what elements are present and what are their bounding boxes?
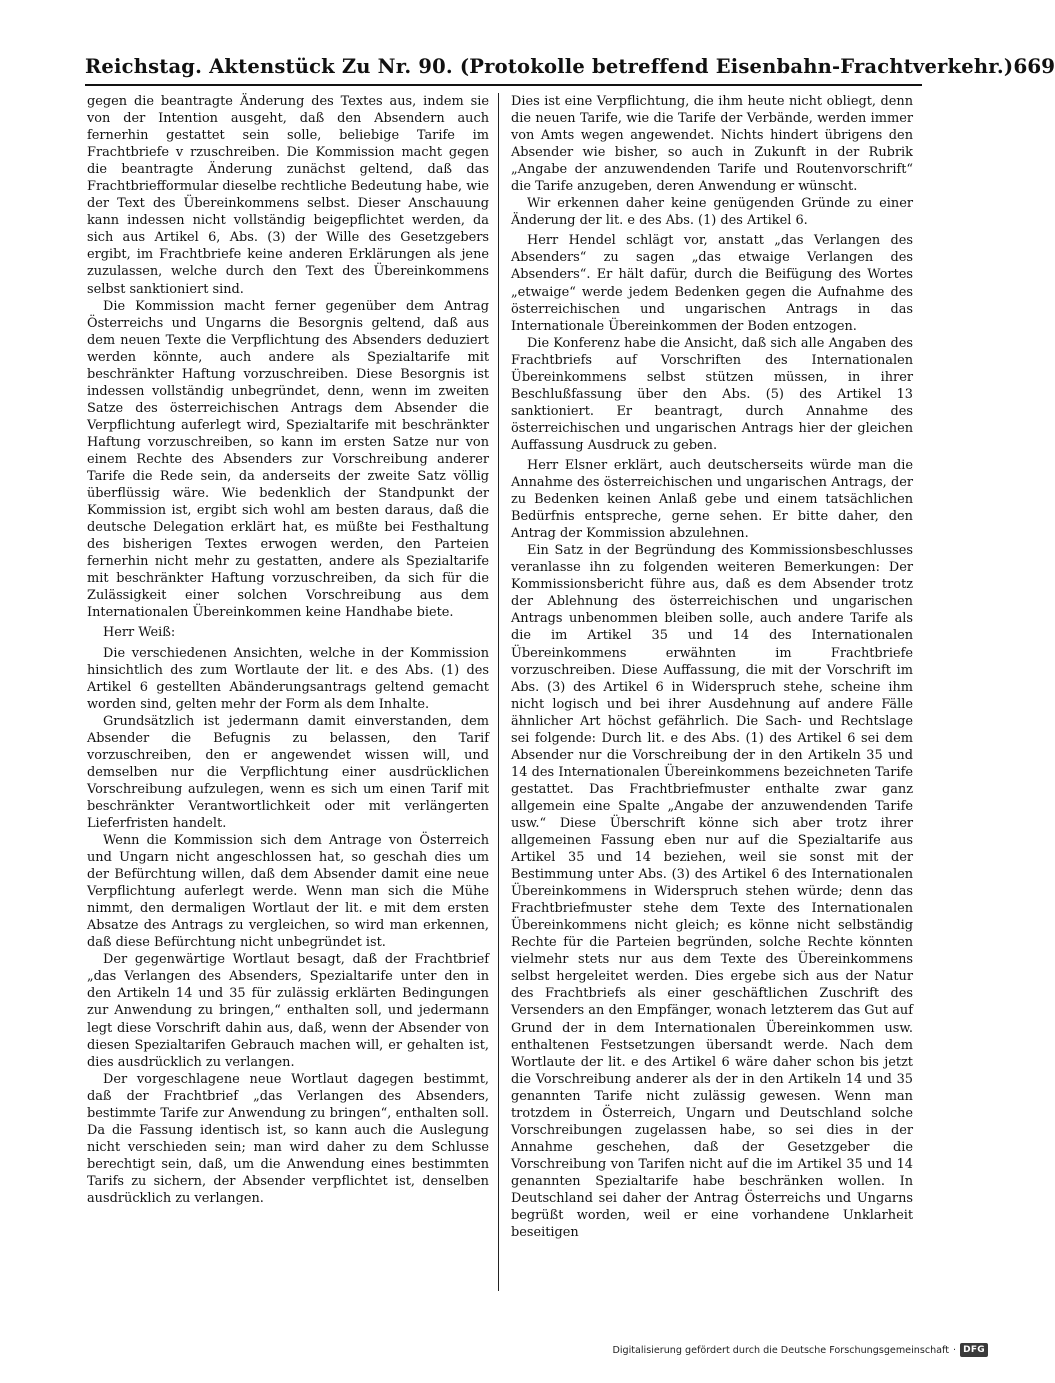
credit-text: Digitalisierung gefördert durch die Deutsche Forschungsgemeinschaft [612,1344,950,1356]
paragraph: Ein Satz in der Begründung des Kommissionsbeschlusses veranlasse ihn zu folgenden weiteren Bemerkungen: Der Kommissionsbericht führe aus, daß es dem Absender trotz der Ablehnung des österreichischen und ungarischen Antrags unbenommen bleiben solle, auch andere Tarife als die im Artikel 35 und 14 des Internationalen Übereinkommens erwähnten im Frachtbriefe vorzuschreiben. Diese Auffassung, die mit der Vorschrift im Abs. (3) des Artikel 6 in Widerspruch stehe, scheine ihm nicht logisch und bei ihrer Ausdehnung auf andere Fälle ähnlicher Art höchst gefährlich. Die Sach- und Rechtslage sei folgende: Durch lit. e des Abs. (1) des Artikel 6 sei dem Absender nur die Vorschreibung der in den Artikeln 35 und 14 des Internationalen Übereinkommens bezeichneten Tarife gestattet. Das Frachtbriefmuster enthalte zwar ganz allgemein eine Spalte „Angabe der anzuwendenden Tarife usw.“ Diese Überschrift könne sich aber trotz ihrer allgemeinen Fassung eben nur auf die Spezialtarife aus Artikel 35 und 14 beziehen, weil sie sonst mit der Bestimmung unter Abs. (3) des Artikel 6 des Internationalen Übereinkommens in Widerspruch stehen würde; denn das Frachtbriefmuster stehe dem Texte des Internationalen Übereinkommens nicht gleich; es könne nicht selbständig Rechte für die Parteien begründen, solche Rechte könnten vielmehr stets nur aus dem Texte des Übereinkommens selbst hergeleitet werden. Dies ergebe sich aus der Natur des Frachtbriefs als einer geschäftlichen Zuschrift des Versenders an den Empfänger, wonach letzterem das Gut auf Grund der in dem Internationalen Übereinkommen usw. enthaltenen Festsetzungen übersandt werde. Nach dem Wortlaute der lit. e des Artikel 6 wäre daher schon bis jetzt die Vorschreibung anderer als der in den Artikeln 14 und 35 genannten Tarife nicht zulässig gewesen. Wenn man trotzdem in Österreich, Ungarn und Deutschland solche Vorschreibungen zugelassen habe, so sei dies in der Annahme geschehen, daß der Gesetzgeber die Vorschreibung von Tarifen nicht auf die im Artikel 35 und 14 genannten Spezialtarife habe beschränken wollen. In Deutschland sei daher der Antrag Österreichs und Ungarns begrüßt worden, weil er eine vorhandene Unklarheit beseitigen [511,543,913,1241]
dfg-logo: DFG [960,1343,988,1357]
paragraph: Wir erkennen daher keine genügenden Gründe zu einer Änderung der lit. e des Abs. (1) des Artikel 6. [511,196,913,229]
digitization-credit [612,1339,988,1361]
paragraph: Der vorgeschlagene neue Wortlaut dagegen bestimmt, daß der Frachtbrief „das Verlangen des Absenders, bestimmte Tarife zur Anwendung zu bringen“, enthalten soll. Da die Fassung identisch ist, so kann auch die Auslegung nicht verschieden sein; man wird daher zu dem Schlusse berechtigt sein, daß, um die Anwendung eines bestimmten Tarifs zu sichern, der Absender verpflichtet ist, denselben ausdrücklich zu verlangen. [87,1071,489,1206]
page-header [85,44,1055,78]
paragraph: Wenn die Kommission sich dem Antrage von Österreich und Ungarn nicht angeschlossen hat, so geschah dies um der Befürchtung willen, daß dem Absender damit eine neue Verpflichtung auferlegt werde. Wenn man sich die Mühe nimmt, den dermaligen Wortlaut der lit. e mit dem ersten Absatze des Antrags zu vergleichen, so wird man erkennen, daß diese Befürchtung nicht unbegründet ist. [87,833,489,951]
paragraph: Der gegenwärtige Wortlaut besagt, daß der Frachtbrief „das Verlangen des Absenders, Spezialtarife unter den in den Artikeln 14 und 35 für zulässig erklärten Bedingungen zur Anwendung zu bringen,“ enthalten soll, und jedermann legt diese Vorschrift dahin aus, daß, wenn der Absender von diesen Spezialtarifen Gebrauch machen will, er gehalten ist, dies ausdrücklich zu verlangen. [87,952,489,1070]
running-title: Reichstag. Aktenstück Zu Nr. 90. (Protokolle betreffend Eisenbahn-Frachtverkehr.) [85,55,1014,78]
paragraph: Die Kommission macht ferner gegenüber dem Antrag Österreichs und Ungarns die Besorgnis geltend, daß aus dem neuen Texte die Verpflichtung des Absenders deduziert werden könnte, auch andere als Spezialtarife mit beschränkter Haftung vorzuschreiben. Diese Besorgnis ist indessen vollständig unbegründet, denn, wenn im zweiten Satze des österreichischen Antrags dem Absender die Verpflichtung auferlegt wird, Spezialtarife mit beschränkter Haftung vorzuschreiben, so kann im ersten Satze nur von einem Rechte des Absenders zur Vorschreibung anderer Tarife die Rede sein, da anderseits der zweite Satz völlig überflüssig wäre. Wie bedenklich der Standpunkt der Kommission ist, ergibt sich wohl am besten daraus, daß die deutsche Delegation erklärt hat, es müßte bei Festhaltung des bisherigen Textes erwogen werden, den Parteien fernerhin nicht mehr zu gestatten, andere als Spezialtarife mit beschränkter Haftung vorzuschreiben, da sich für die Zulässigkeit einer solchen Vorschreibung aus dem Internationalen Übereinkommen keine Handhabe biete. [87,298,489,621]
header-rule [85,84,922,86]
column-divider [498,93,499,1291]
speaker-heading: Herr Weiß: [103,625,176,641]
paragraph: Die Konferenz habe die Ansicht, daß sich alle Angaben des Frachtbriefs auf Vorschriften des Internationalen Übereinkommens selbst stützen müssen, in ihrer Beschlußfassung über den Abs. (5) des Artikel 13 sanktioniert. Er beantragt, durch Annahme des österreichischen und ungarischen Antrags hier der gleichen Auffassung Ausdruck zu geben. [511,335,913,453]
page-number: 669 [1013,54,1055,78]
paragraph: Herr Hendel schlägt vor, anstatt „das Verlangen des Absenders“ zu sagen „das etwaige Verlangen des Absenders“. Er hält dafür, durch die Beifügung des Wortes „etwaige“ werde jedem Bedenken gegen die Aufnahme des österreichischen und ungarischen Antrags in das Internationale Übereinkommen der Boden entzogen. [511,233,913,334]
paragraph: Herr Elsner erklärt, auch deutscherseits würde man die Annahme des österreichischen und ungarischen Antrags, der zu Bedenken keinen Anlaß gebe und einem tatsächlichen Bedürfnis entspreche, gerne sehen. Er bitte daher, den Antrag der Kommission abzulehnen. [511,457,913,542]
separator-dot: · [953,1344,957,1356]
paragraph: Die verschiedenen Ansichten, welche in der Kommission hinsichtlich des zum Wortlaute der lit. e des Abs. (1) des Artikel 6 gestellten Abänderungsantrags geltend gemacht worden sind, gelten mehr der Form als dem Inhalte. [87,645,489,712]
right-column [511,93,913,1288]
paragraph: Grundsätzlich ist jedermann damit einverstanden, dem Absender die Befugnis zu belassen, den Tarif vorzuschreiben, den er angewendet wissen will, und demselben nur die Verpflichtung einer ausdrücklichen Vorschreibung aufzulegen, wenn es sich um einen Tarif mit beschränkter Verantwortlichkeit oder mit verlängerten Lieferfristen handelt. [87,713,489,831]
paragraph: Dies ist eine Verpflichtung, die ihm heute nicht obliegt, denn die neuen Tarife, wie die Tarife der Verbände, werden immer von Amts wegen angewendet. Nichts hindert übrigens den Absender wie bisher, so auch in Zukunft in der Rubrik „Angabe der anzuwendenden Tarife und Routenvorschrift“ die Tarife anzugeben, deren Anwendung er wünscht. [511,94,913,195]
left-column [87,93,489,1288]
paragraph: gegen die beantragte Änderung des Textes aus, indem sie von der Intention ausgeht, daß den Absendern auch fernerhin gestattet sein solle, beliebige Tarife im Frachtbriefe v rzuschreiben. Die Kommission macht gegen die beantragte Änderung zunächst geltend, daß das Frachtbriefformular dieselbe rechtliche Bedeutung habe, wie der Text des Übereinkommens selbst. Dieser Anschauung kann indessen nicht vollständig beigepflichtet werden, da sich aus Artikel 6, Abs. (3) der Wille des Gesetzgebers ergibt, im Frachtbriefe keine anderen Erklärungen als jene zuzulassen, welche durch den Text des Übereinkommens selbst sanktioniert sind. [87,94,489,297]
